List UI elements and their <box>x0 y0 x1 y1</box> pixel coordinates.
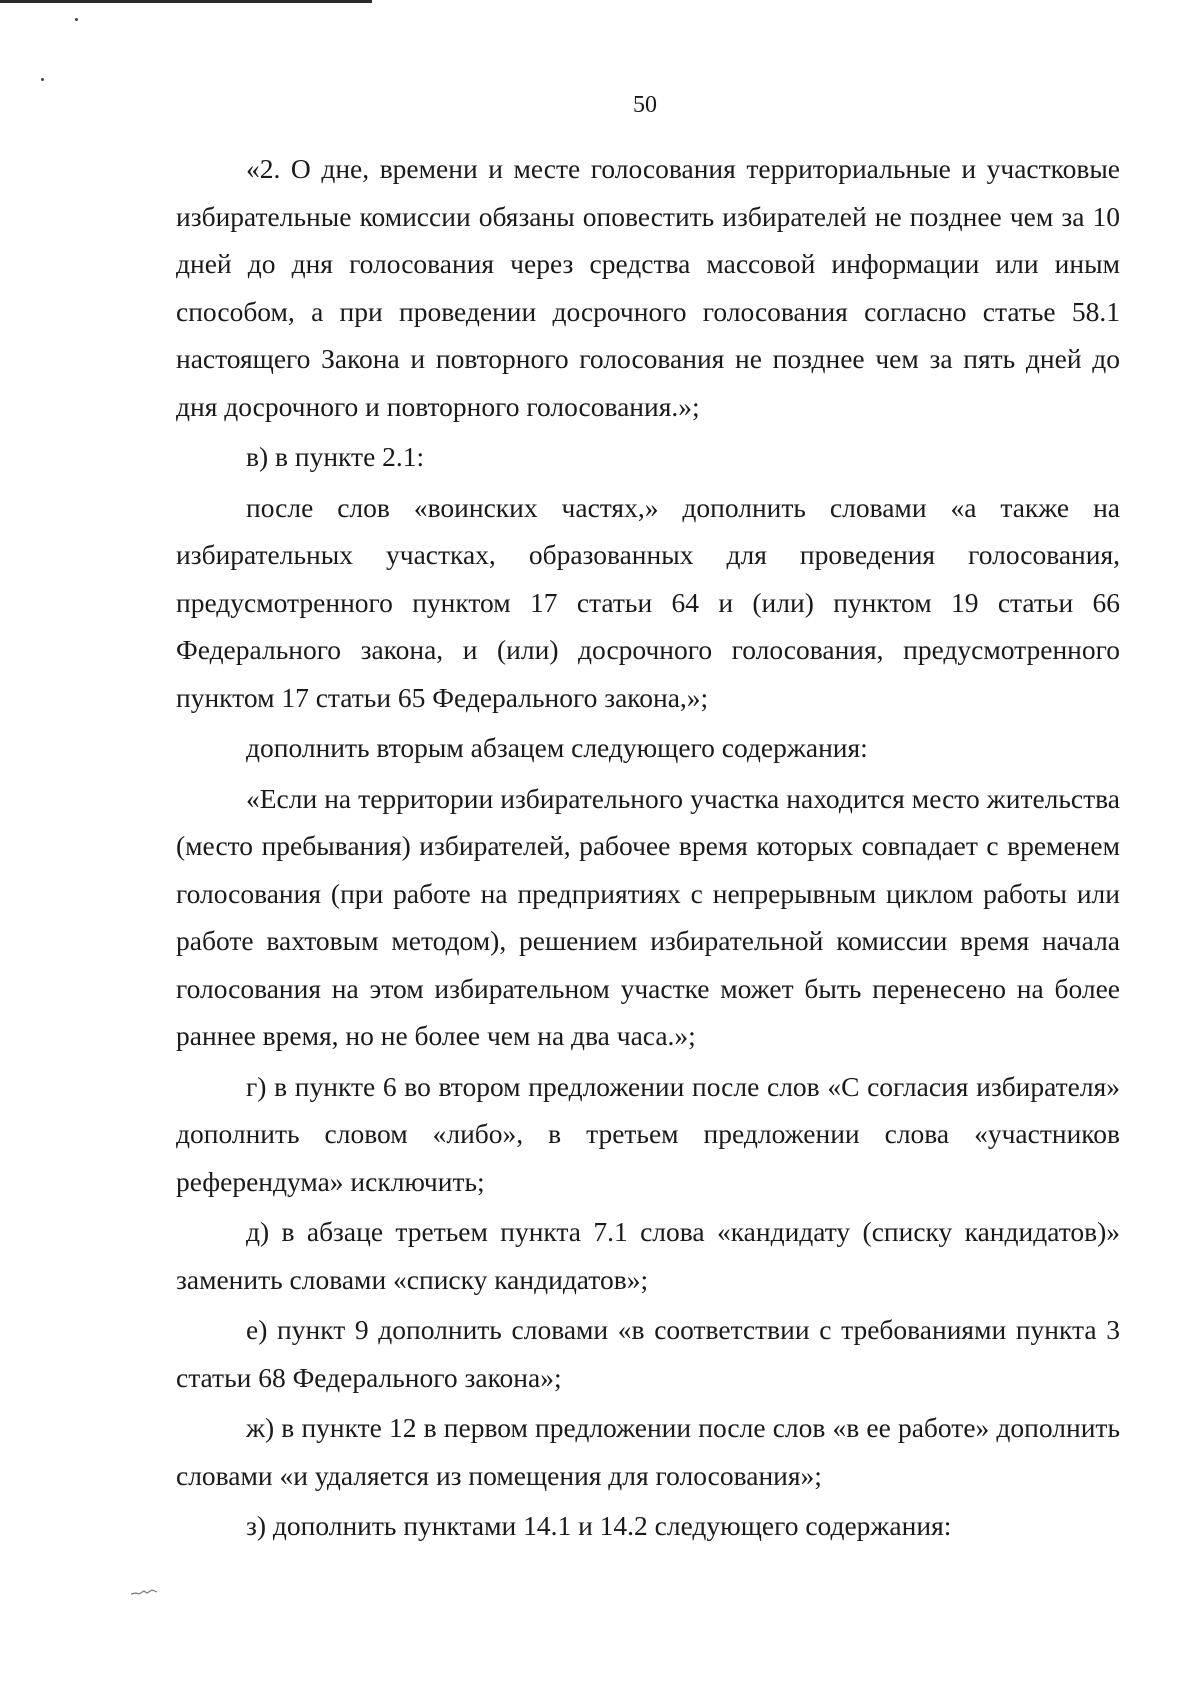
page-number: 50 <box>633 92 657 118</box>
paragraph: «Если на территории избирательного участка находится место жительства (место пребывания) избирателей, рабочее время которых совпадает с временем голосования (при работе на предприятиях с непрерывным циклом работы или работе вахтовым методом), решением избирательной комиссии время начала голосования на этом избирательном участке может быть перенесено на более раннее время, но не более чем на два часа.»; <box>176 782 1120 1051</box>
paragraph: «2. О дне, времени и месте голосования территориальные и участковые избирательные комиссии обязаны оповестить избирателей не позднее чем за 10 дней до дня голосования через средства массовой информации или иным способом, а при проведении досрочного голосования согласно статье 58.1 настоящего Закона и повторного голосования не позднее чем за пять дней до дня досрочного и повторного голосования.»; <box>176 153 1120 422</box>
scan-speck <box>41 78 44 81</box>
top-rule <box>0 0 372 3</box>
paragraph: ж) в пункте 12 в первом предложении после слов «в ее работе» дополнить словами «и удаляется из помещения для голосования»; <box>176 1412 1120 1491</box>
paragraph: е) пункт 9 дополнить словами «в соответствии с требованиями пункта 3 статьи 68 Федерального закона»; <box>176 1314 1120 1393</box>
paragraph: в) в пункте 2.1: <box>246 441 425 472</box>
scan-speck <box>75 18 78 21</box>
paragraph: г) в пункте 6 во втором предложении после слов «С согласия избирателя» дополнить словом «либо», в третьем предложении слова «участников референдума» исключить; <box>176 1070 1120 1197</box>
document-body <box>176 145 1120 1550</box>
paragraph: д) в абзаце третьем пункта 7.1 слова «кандидату (списку кандидатов)» заменить словами «списку кандидатов»; <box>176 1216 1120 1295</box>
scan-mark <box>130 1588 164 1596</box>
paragraph: после слов «воинских частях,» дополнить словами «а также на избирательных участках, образованных для проведения голосования, предусмотренного пунктом 17 статьи 64 и (или) пунктом 19 статьи 66 Федерального закона, и (или) досрочного голосования, предусмотренного пунктом 17 статьи 65 Федерального закона,»; <box>176 491 1120 713</box>
paragraph: з) дополнить пунктами 14.1 и 14.2 следующего содержания: <box>246 1510 952 1541</box>
paragraph: дополнить вторым абзацем следующего содержания: <box>246 732 868 763</box>
